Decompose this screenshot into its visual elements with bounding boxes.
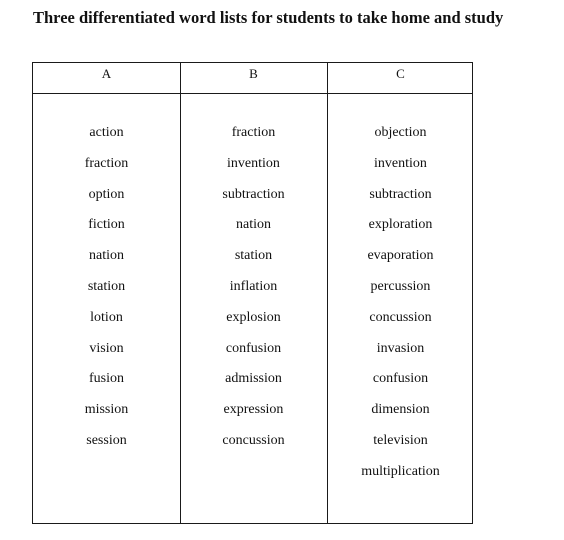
word-item: invention	[374, 155, 427, 171]
word-item: option	[88, 186, 125, 202]
word-item: subtraction	[369, 186, 432, 202]
word-item: admission	[225, 371, 282, 387]
word-item: invention	[227, 155, 280, 171]
word-item: subtraction	[222, 186, 285, 202]
word-item: expression	[223, 402, 284, 418]
word-item: dimension	[371, 402, 430, 418]
word-item: concussion	[369, 309, 432, 325]
word-list-table	[32, 62, 473, 524]
word-item: fiction	[88, 217, 125, 233]
word-item: nation	[236, 217, 271, 233]
word-item: fraction	[84, 155, 129, 171]
word-item: lotion	[90, 309, 123, 325]
word-item: mission	[84, 402, 129, 418]
column-header-c: C	[396, 66, 405, 81]
word-item: fusion	[89, 371, 124, 387]
word-item: confusion	[225, 340, 282, 356]
page-title: Three differentiated word lists for students to take home and study	[33, 8, 504, 27]
word-item: vision	[89, 340, 124, 356]
word-list-a	[33, 123, 180, 462]
word-item: explosion	[226, 309, 281, 325]
word-list-c	[327, 123, 474, 493]
word-item: fraction	[231, 125, 276, 140]
word-item: objection	[374, 125, 427, 140]
word-item: session	[86, 432, 127, 448]
table-header-row	[33, 63, 472, 94]
word-item: station	[234, 248, 273, 264]
word-item: invasion	[376, 340, 425, 356]
word-item: station	[87, 278, 126, 294]
word-list-b	[180, 123, 327, 462]
word-item: action	[89, 125, 124, 140]
word-item: percussion	[370, 278, 431, 294]
word-item: concussion	[222, 432, 285, 448]
column-header-a: A	[101, 66, 112, 81]
word-item: inflation	[229, 278, 278, 294]
word-item: television	[373, 432, 428, 448]
word-item: evaporation	[367, 248, 434, 264]
word-item: exploration	[368, 217, 433, 233]
word-item: confusion	[372, 371, 429, 387]
word-item: multiplication	[361, 463, 440, 479]
column-header-b: B	[249, 66, 258, 81]
word-item: nation	[89, 248, 124, 264]
